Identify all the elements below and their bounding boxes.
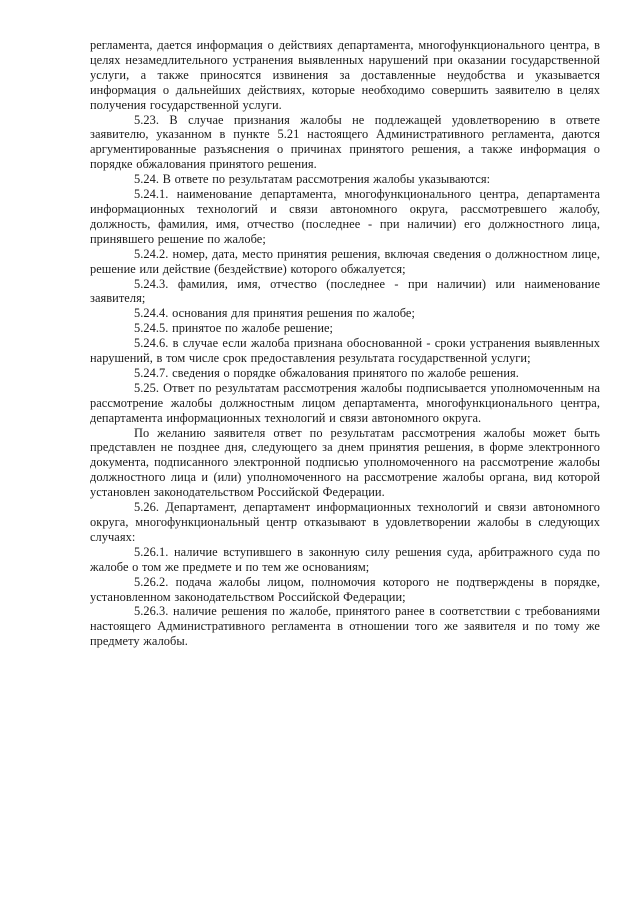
document-page bbox=[90, 38, 600, 649]
paragraph-continuation: регламента, дается информация о действиях департамента, многофункционального центра, в целях незамедлительного устранения выявленных нарушений при оказании государственной услуги, а также приносятся извинения за доставленные неудобства и указывается информация о дальнейших действиях, которые необходимо совершить заявителю в целях получения государственной услуги. bbox=[90, 38, 600, 112]
paragraph-electronic-answer: По желанию заявителя ответ по результатам рассмотрения жалобы может быть представлен не позднее дня, следующего за днем принятия решения, в форме электронного документа, подписанного электронной подписью уполномоченного на рассмотрение жалобы должностного лица и (или) уполномоченного на рассмотрение жалобы органа, вид которой установлен законодательством Российской Федерации. bbox=[90, 425, 600, 500]
paragraph-5-24-5: 5.24.5. принятое по жалобе решение; bbox=[134, 321, 334, 336]
paragraph-5-24-1: 5.24.1. наименование департамента, многофункционального центра, департамента информационных технологий и связи автономного округа, рассмотревшего жалобу, должность, фамилия, имя, отчество (последнее - при наличии) его должностного лица, принявшего решение по жалобе; bbox=[90, 187, 600, 246]
paragraph-5-25: 5.25. Ответ по результатам рассмотрения жалобы подписывается уполномоченным на рассмотрение жалобы должностным лицом департамента, многофункционального центра, департамента информационных технологий и связи автономного округа. bbox=[90, 380, 600, 425]
paragraph-5-23: 5.23. В случае признания жалобы не подлежащей удовлетворению в ответе заявителю, указанном в пункте 5.21 настоящего Административного регламента, даются аргументированные разъяснения о причинах принятого решения, а также информация о порядке обжалования принятого решения. bbox=[90, 112, 600, 172]
paragraph-5-26-3: 5.26.3. наличие решения по жалобе, принятого ранее в соответствии с требованиями настоящего Административного регламента в отношении того же заявителя и по тому же предмету жалобы. bbox=[90, 604, 600, 649]
paragraph-5-24-3: 5.24.3. фамилия, имя, отчество (последнее - при наличии) или наименование заявителя; bbox=[90, 276, 600, 306]
paragraph-5-24-2: 5.24.2. номер, дата, место принятия решения, включая сведения о должностном лице, решение или действие (бездействие) которого обжалуется; bbox=[90, 246, 600, 276]
paragraph-5-24-7: 5.24.7. сведения о порядке обжалования принятого по жалобе решения. bbox=[134, 365, 519, 380]
paragraph-5-26: 5.26. Департамент, департамент информационных технологий и связи автономного округа, многофункциональный центр отказывают в удовлетворении жалобы в следующих случаях: bbox=[90, 500, 600, 544]
paragraph-5-24: 5.24. В ответе по результатам рассмотрения жалобы указываются: bbox=[134, 172, 491, 187]
paragraph-5-24-4: 5.24.4. основания для принятия решения по жалобе; bbox=[134, 306, 415, 321]
paragraph-5-24-6: 5.24.6. в случае если жалоба признана обоснованной - сроки устранения выявленных нарушений, в том числе срок предоставления результата государственной услуги; bbox=[90, 336, 600, 366]
paragraph-5-26-2: 5.26.2. подача жалобы лицом, полномочия которого не подтверждены в порядке, установленном законодательством Российской Федерации; bbox=[90, 574, 600, 604]
paragraph-5-26-1: 5.26.1. наличие вступившего в законную силу решения суда, арбитражного суда по жалобе о том же предмете и по тем же основаниям; bbox=[90, 544, 600, 574]
